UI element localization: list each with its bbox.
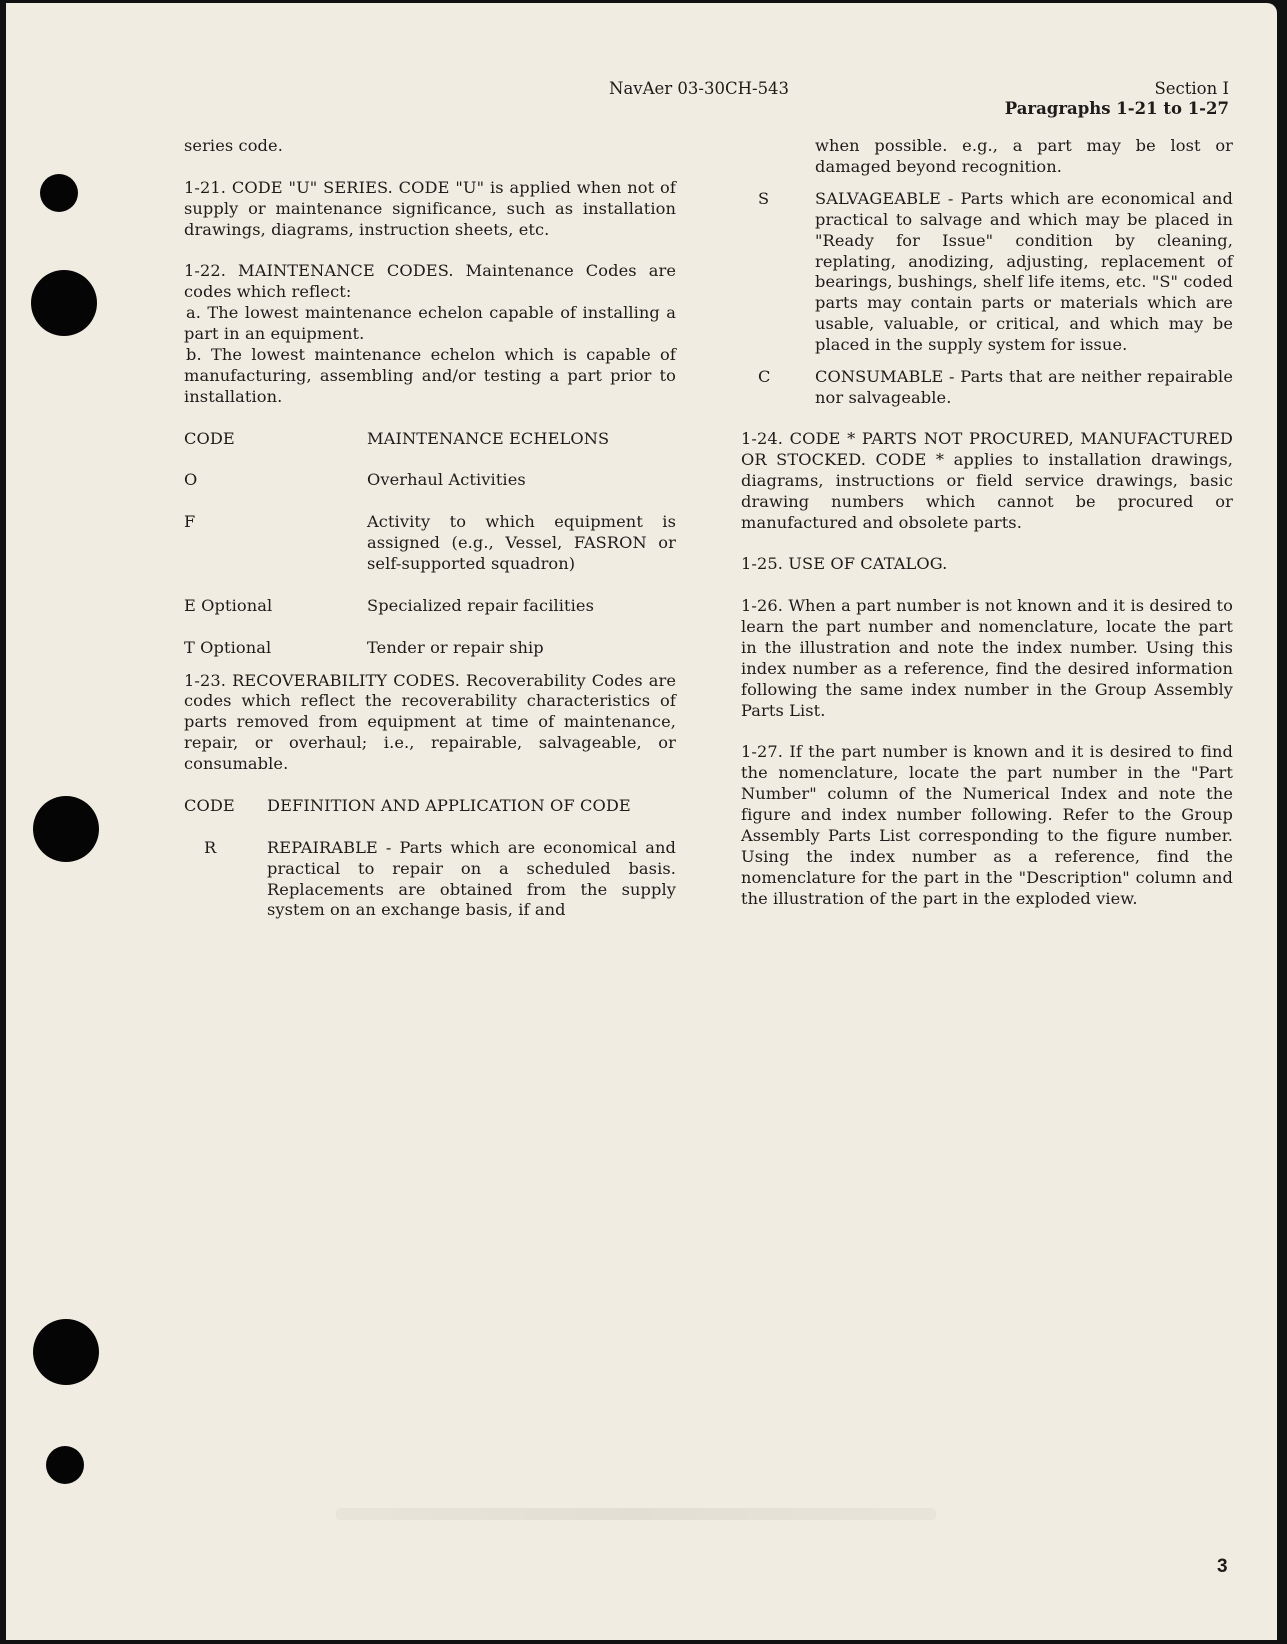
paragraph-1-24: 1-24. CODE * PARTS NOT PROCURED, MANUFACTURED OR STOCKED. CODE * applies to installation drawings, diagrams, instructions or field service drawings, basic drawing numbers which cannot be procured or manufactured and obsolete parts. — [741, 428, 1233, 532]
table-row: R REPAIRABLE - Parts which are economical and practical to repair on a scheduled basis. Replacements are obtained from the supply system on an exchange basis, if and — [204, 837, 676, 920]
paragraph-1-26: 1-26. When a part number is not known and it is desired to learn the part number and nomenclature, locate the part in the illustration and note the index number. Using this index number as a reference, find the desired information following the same index number in the Group Assembly Parts List. — [741, 596, 1233, 720]
table-row: C CONSUMABLE - Parts that are neither repairable nor salvageable. — [758, 367, 1233, 407]
table-row: T Optional Tender or repair ship — [184, 637, 544, 657]
paragraph-1-22-intro: 1-22. MAINTENANCE CODES. Maintenance Codes are codes which reflect: — [184, 261, 676, 302]
table-row: S SALVAGEABLE - Parts which are economical and practical to salvage and which may be placed in "Ready for Issue" condition by cleaning, replating, anodizing, adjusting, replacement of bearings, bushings, shelf life items, etc. "S" coded parts may contain parts or materials which are usable, valuable, or critical, and which may be placed in the supply system for issue. — [758, 188, 1233, 355]
column-header-echelons: MAINTENANCE ECHELONS — [367, 428, 610, 448]
paragraphs-range: Paragraphs 1-21 to 1-27 — [1004, 99, 1229, 118]
column-header-code: CODE — [184, 428, 235, 448]
table-header — [184, 429, 676, 450]
column-header-definition: DEFINITION AND APPLICATION OF CODE — [267, 795, 631, 815]
table-row: O Overhaul Activities — [184, 470, 526, 490]
punch-hole-3 — [33, 796, 99, 862]
recoverability-codes-table — [184, 796, 676, 921]
document-page — [6, 3, 1277, 1640]
paragraph-1-21: 1-21. CODE "U" SERIES. CODE "U" is applied when not of supply or maintenance significance, such as installation drawings, diagrams, instruction sheets, etc. — [184, 177, 676, 239]
bleed-through-text — [336, 1508, 936, 1520]
right-column — [733, 136, 1233, 931]
punch-hole-4 — [33, 1319, 99, 1385]
table-header — [184, 796, 676, 817]
doc-number: NavAer 03-30CH-543 — [609, 79, 790, 98]
column-header-code: CODE — [184, 795, 235, 815]
punch-hole-5 — [46, 1446, 84, 1484]
maintenance-codes-table — [184, 429, 676, 659]
paragraph-1-22-a: a. The lowest maintenance echelon capable of installing a part in an equipment. — [184, 303, 676, 344]
punch-hole-2 — [31, 270, 97, 336]
paragraph-1-22-b: b. The lowest maintenance echelon which is capable of manufacturing, assembling and/or testing a part prior to installation. — [184, 345, 676, 406]
punch-hole-1 — [40, 174, 78, 212]
paragraph-1-27: 1-27. If the part number is known and it is desired to find the nomenclature, locate the part number in the "Part Number" column of the Numerical Index and note the figure and index number following. Refer to the Group Assembly Parts List corresponding to the figure number. Using the index number as a reference, find the nomenclature for the part in the "Description" column and the illustration of the part in the exploded view. — [741, 742, 1233, 908]
paragraph-1-23: 1-23. RECOVERABILITY CODES. Recoverability Codes are codes which reflect the recoverability characteristics of parts removed from equipment at time of maintenance, repair, or overhaul; i.e., repairable, salvageable, or consumable. — [184, 670, 676, 774]
left-column — [184, 136, 676, 921]
page-number: 3 — [1217, 1556, 1228, 1577]
table-row: E Optional Specialized repair facilities — [184, 595, 594, 615]
r-continuation: when possible. e.g., a part may be lost or damaged beyond recognition. — [815, 136, 1233, 176]
paragraph-1-25: 1-25. USE OF CATALOG. — [741, 554, 948, 574]
section-label: Section I — [1154, 79, 1229, 98]
table-row: F Activity to which equipment is assigned (e.g., Vessel, FASRON or self-supported squadron) — [184, 512, 676, 574]
continuation-text: series code. — [184, 136, 283, 155]
